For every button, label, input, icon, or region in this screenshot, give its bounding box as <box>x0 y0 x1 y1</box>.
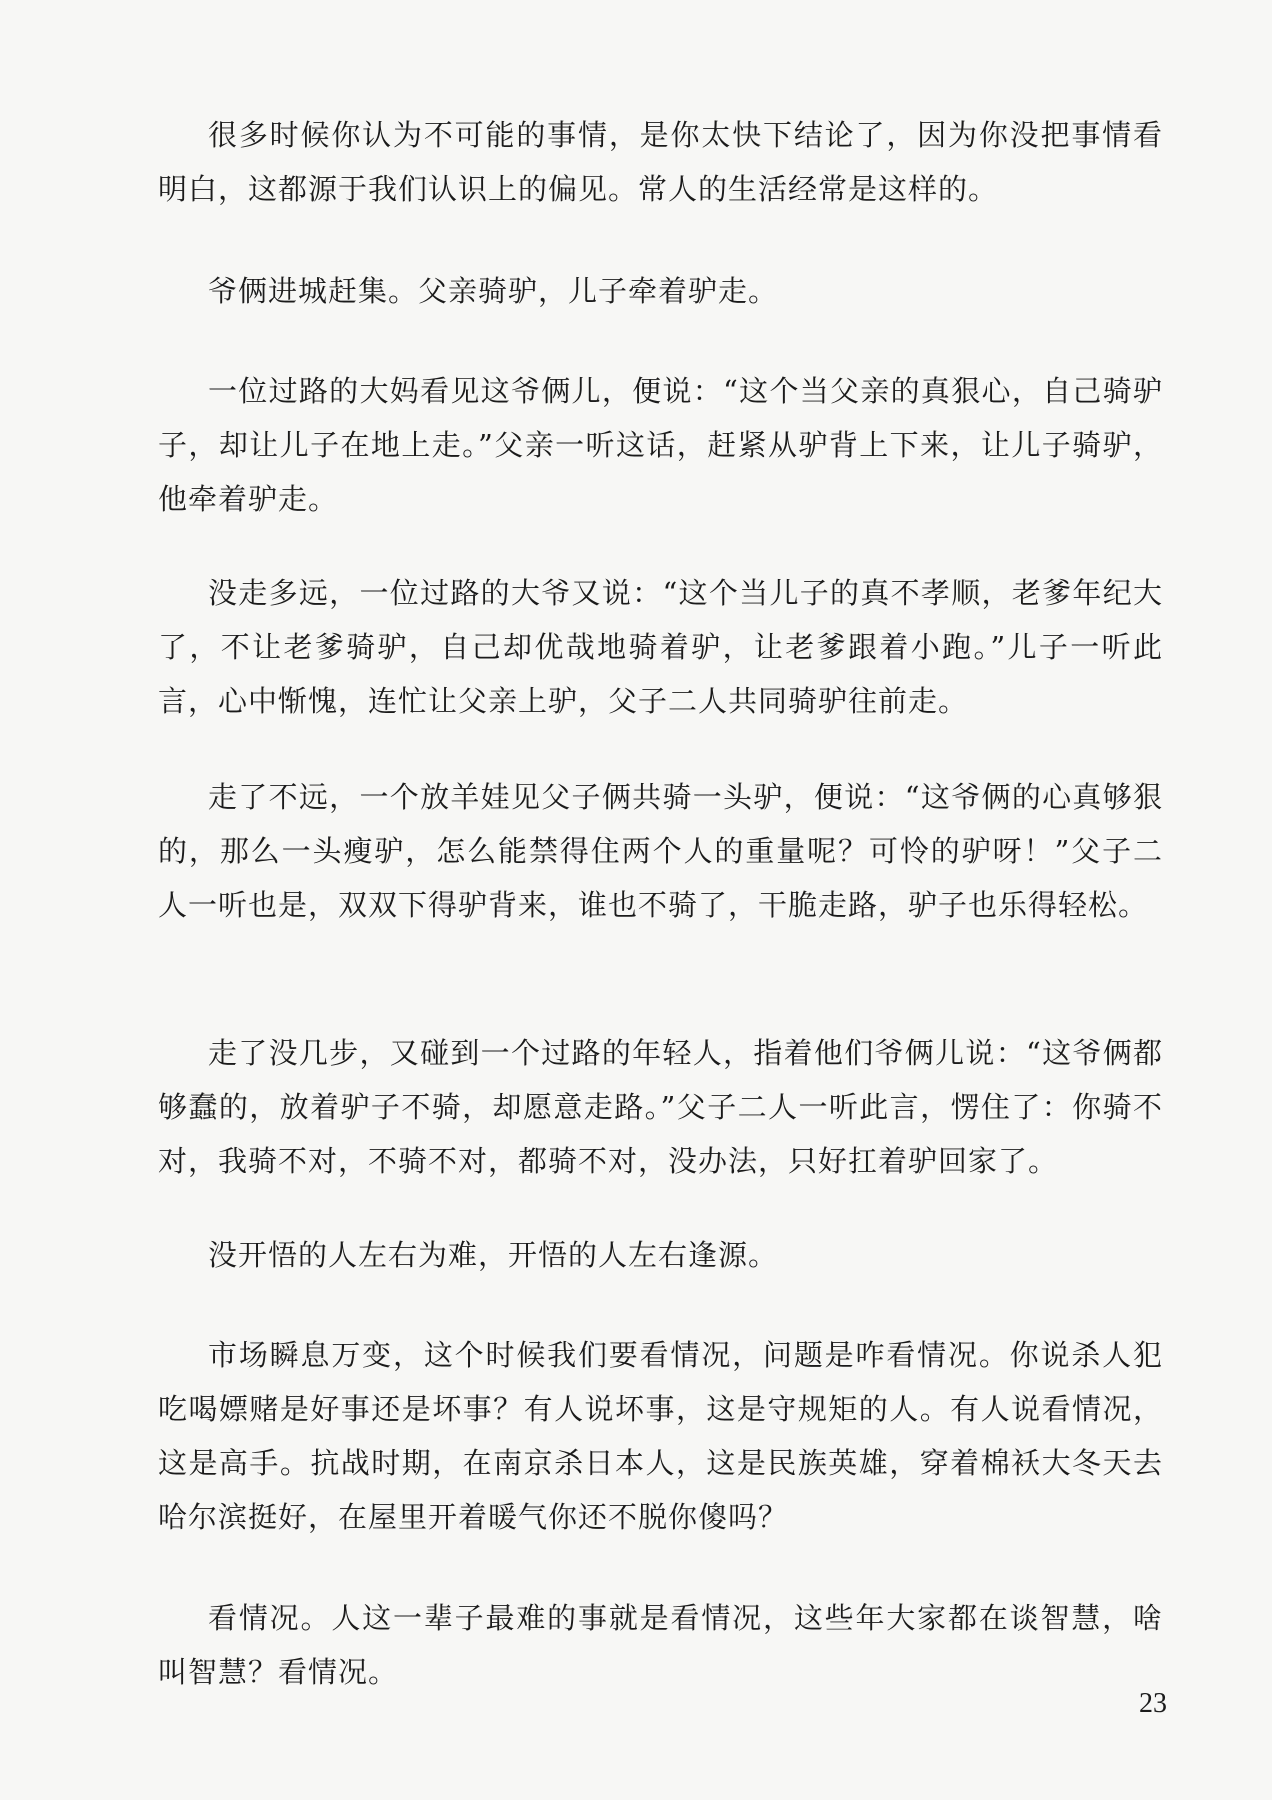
paragraph: 没开悟的人左右为难，开悟的人左右逢源。 <box>208 1238 779 1272</box>
paragraph: 一位过路的大妈看见这爷俩儿，便说：“这个当父亲的真狠心，自己骑驴子，却让儿子在地上走。”父亲一听这话，赶紧从驴背上下来，让儿子骑驴，他牵着驴走。 <box>158 374 1163 516</box>
paragraph: 看情况。人这一辈子最难的事就是看情况，这些年大家都在谈智慧，啥叫智慧？看情况。 <box>158 1601 1163 1689</box>
paragraph: 市场瞬息万变，这个时候我们要看情况，问题是咋看情况。你说杀人犯吃喝嫖赌是好事还是坏事？有人说坏事，这是守规矩的人。有人说看情况，这是高手。抗战时期，在南京杀日本人，这是民族英雄，穿着棉袄大冬天去哈尔滨挺好，在屋里开着暖气你还不脱你傻吗？ <box>158 1338 1163 1534</box>
paragraph: 没走多远，一位过路的大爷又说：“这个当儿子的真不孝顺，老爹年纪大了，不让老爹骑驴，自己却优哉地骑着驴，让老爹跟着小跑。”儿子一听此言，心中惭愧，连忙让父亲上驴，父子二人共同骑驴往前走。 <box>158 576 1163 718</box>
paragraph: 走了不远，一个放羊娃见父子俩共骑一头驴，便说：“这爷俩的心真够狠的，那么一头瘦驴，怎么能禁得住两个人的重量呢？可怜的驴呀！”父子二人一听也是，双双下得驴背来，谁也不骑了，干脆走路，驴子也乐得轻松。 <box>158 780 1163 922</box>
paragraph: 很多时候你认为不可能的事情，是你太快下结论了，因为你没把事情看明白，这都源于我们认识上的偏见。常人的生活经常是这样的。 <box>158 118 1163 206</box>
paragraph: 走了没几步，又碰到一个过路的年轻人，指着他们爷俩儿说：“这爷俩都够蠢的，放着驴子不骑，却愿意走路。”父子二人一听此言，愣住了：你骑不对，我骑不对，不骑不对，都骑不对，没办法，只好扛着驴回家了。 <box>158 1036 1163 1178</box>
page-number: 23 <box>1139 1688 1167 1719</box>
paragraph: 爷俩进城赶集。父亲骑驴，儿子牵着驴走。 <box>208 274 779 308</box>
